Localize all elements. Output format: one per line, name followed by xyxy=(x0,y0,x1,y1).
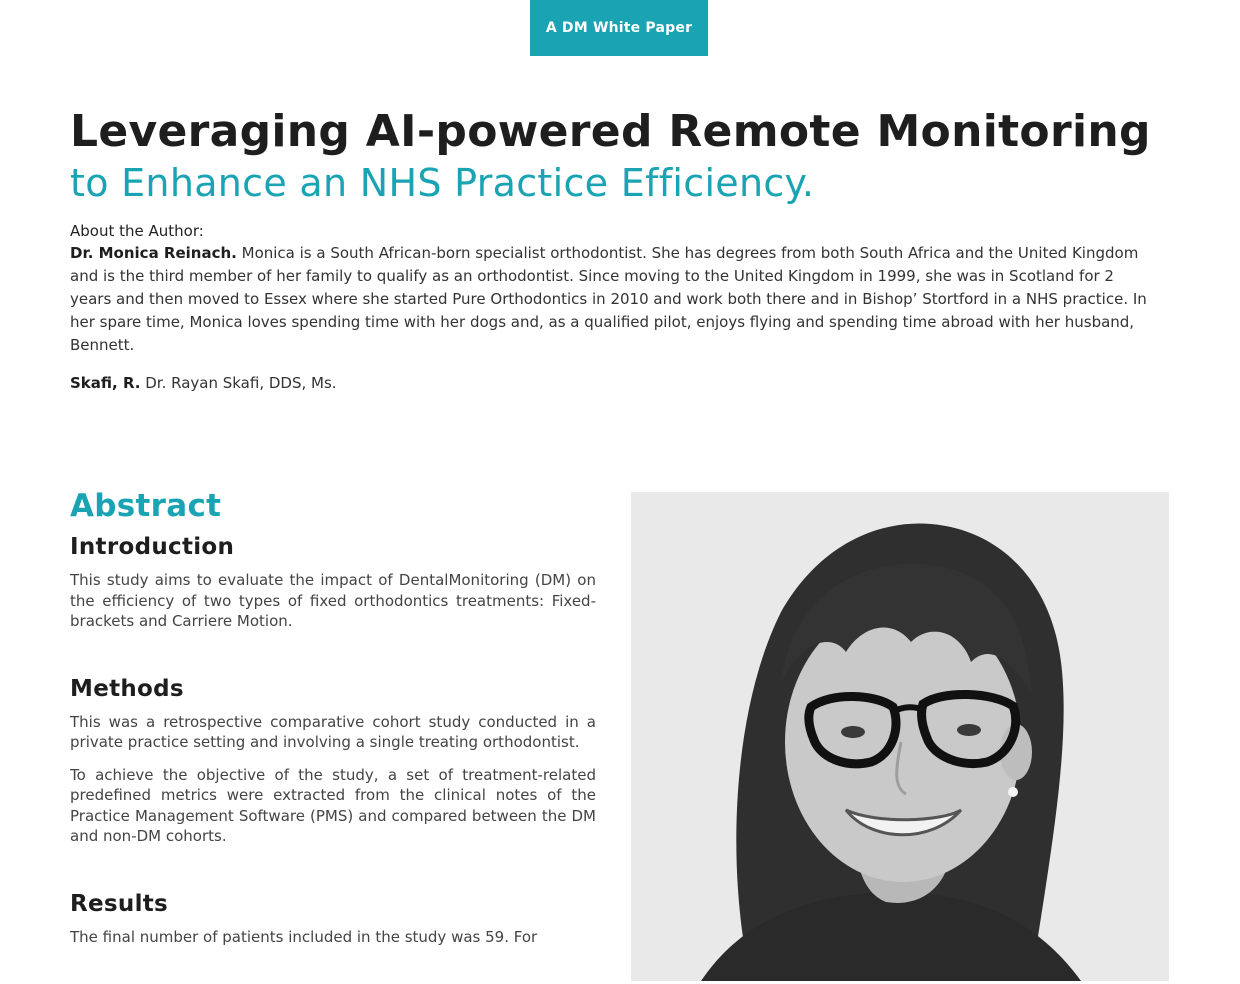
introduction-text: This study aims to evaluate the impact of DentalMonitoring (DM) on the efficiency of two types of fixed orthodontics treatments: Fixed-brackets and Carriere Motion. xyxy=(70,571,596,630)
author-name: Dr. Monica Reinach. xyxy=(70,244,237,262)
author-bio-text: Monica is a South African-born specialist orthodontist. She has degrees from both South Africa and the United Kingdom and is the third member of her family to qualify as an orthodontist. Since moving to the United Kingdom in 1999, she was in Scotland for 2 years and then moved to Essex where she started Pure Orthodontics in 2010 and work both there and in Bishop’ Stortford in a NHS practice. In her spare time, Monica loves spending time with her dogs and, as a qualified pilot, enjoys flying and spending time abroad with her husband, Bennett. xyxy=(70,244,1147,354)
coauthor-text: Dr. Rayan Skafi, DDS, Ms. xyxy=(140,374,337,392)
introduction-heading: Introduction xyxy=(70,534,235,560)
results-text: The final number of patients included in the study was 59. For xyxy=(70,927,538,946)
methods-paragraph-1: This was a retrospective comparative cohort study conducted in a private practice setting and involving a single treating orthodontist. xyxy=(70,712,596,751)
white-paper-badge: A DM White Paper xyxy=(530,0,708,56)
coauthor-line xyxy=(70,374,337,392)
author-portrait-photo xyxy=(631,492,1169,981)
results-heading: Results xyxy=(70,890,169,917)
about-author-label: About the Author: xyxy=(70,222,204,240)
methods-paragraph-2: To achieve the objective of the study, a set of treatment-related predefined metrics were extracted from the clinical notes of the Practice Management Software (PMS) and compared between the DM and non-DM cohorts. xyxy=(70,765,596,845)
methods-heading: Methods xyxy=(70,675,184,702)
author-bio xyxy=(70,242,1160,357)
portrait-illustration xyxy=(631,492,1169,981)
coauthor-name: Skafi, R. xyxy=(70,374,141,392)
abstract-heading: Abstract xyxy=(70,488,222,524)
page-subtitle: to Enhance an NHS Practice Efficiency. xyxy=(70,161,815,205)
abstract-column xyxy=(70,488,596,959)
page-title: Leveraging AI-powered Remote Monitoring xyxy=(70,106,1151,157)
